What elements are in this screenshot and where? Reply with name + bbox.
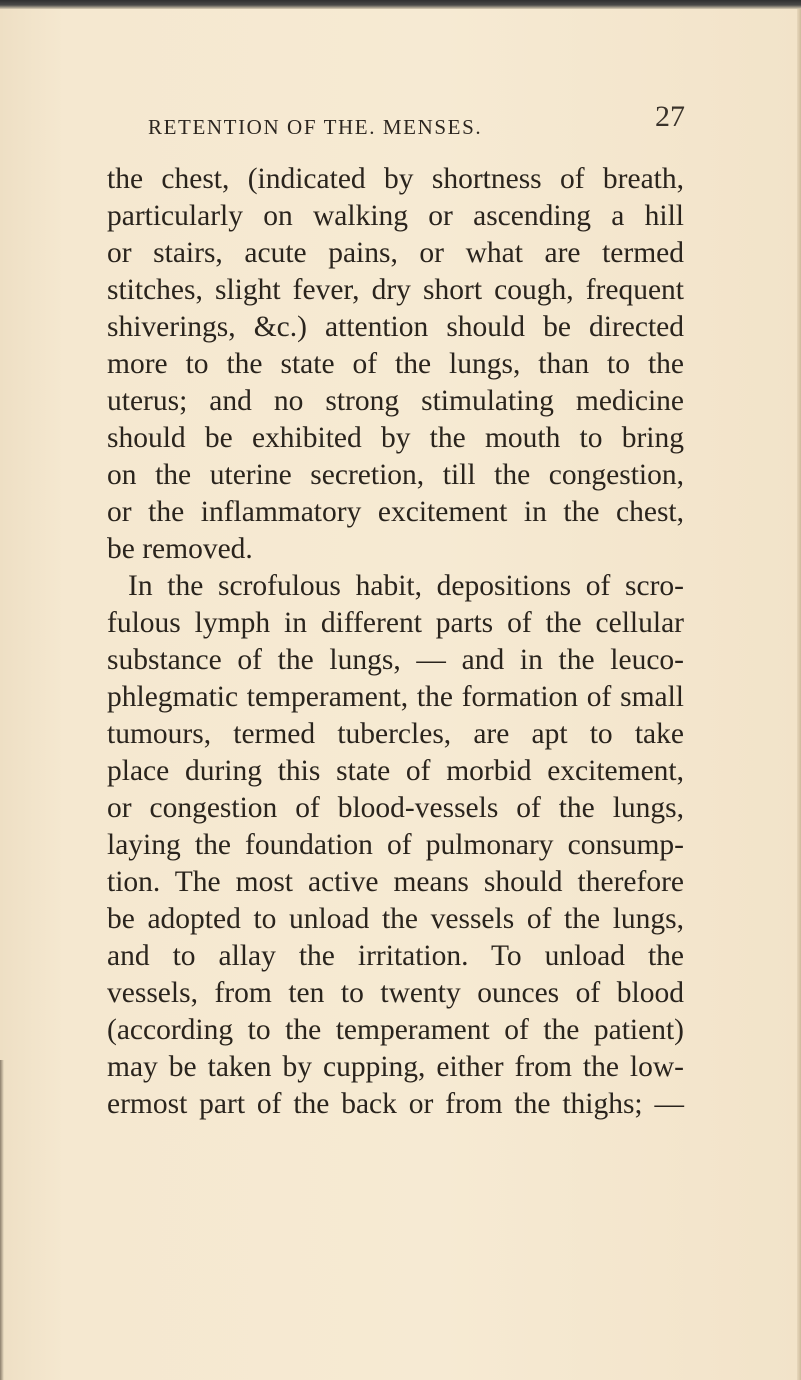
paragraph-end-line: be removed. <box>107 533 253 565</box>
text-line: should be exhibited by the mouth to bring <box>107 422 684 454</box>
running-header-title: RETENTION OF THE. MENSES. <box>148 115 483 139</box>
text-line: on the uterine secretion, till the congestion, <box>107 459 684 491</box>
text-line: or the inflammatory excitement in the chest, <box>107 496 684 528</box>
text-line: or congestion of blood-vessels of the lungs, <box>107 792 684 824</box>
text-line: stitches, slight fever, dry short cough, frequent <box>107 274 684 306</box>
text-line: tumours, termed tubercles, are apt to take <box>107 718 684 750</box>
text-line: laying the foundation of pulmonary consump- <box>107 829 684 861</box>
text-line: fulous lymph in different parts of the cellular <box>107 607 684 639</box>
text-line: vessels, from ten to twenty ounces of blood <box>107 977 684 1009</box>
text-line: place during this state of morbid excitement, <box>107 755 684 787</box>
text-line: shiverings, &c.) attention should be directed <box>107 311 684 343</box>
text-line: the chest, (indicated by shortness of breath, <box>107 163 684 195</box>
page-number: 27 <box>655 100 685 133</box>
text-line: particularly on walking or ascending a hill <box>107 200 684 232</box>
text-line: uterus; and no strong stimulating medicine <box>107 385 684 417</box>
text-line: ermost part of the back or from the thighs; — <box>107 1088 684 1120</box>
text-line: phlegmatic temperament, the formation of small <box>107 681 684 713</box>
text-line: substance of the lungs, — and in the leuco- <box>107 644 684 676</box>
paragraph-start-line: In the scrofulous habit, depositions of scro- <box>128 570 684 602</box>
text-line: more to the state of the lungs, than to the <box>107 348 684 380</box>
text-line: or stairs, acute pains, or what are termed <box>107 237 684 269</box>
text-line: tion. The most active means should therefore <box>107 866 684 898</box>
text-line: be adopted to unload the vessels of the lungs, <box>107 903 684 935</box>
text-line: may be taken by cupping, either from the low- <box>107 1051 684 1083</box>
text-line: and to allay the irritation. To unload the <box>107 940 684 972</box>
text-line: (according to the temperament of the patient) <box>107 1014 684 1046</box>
